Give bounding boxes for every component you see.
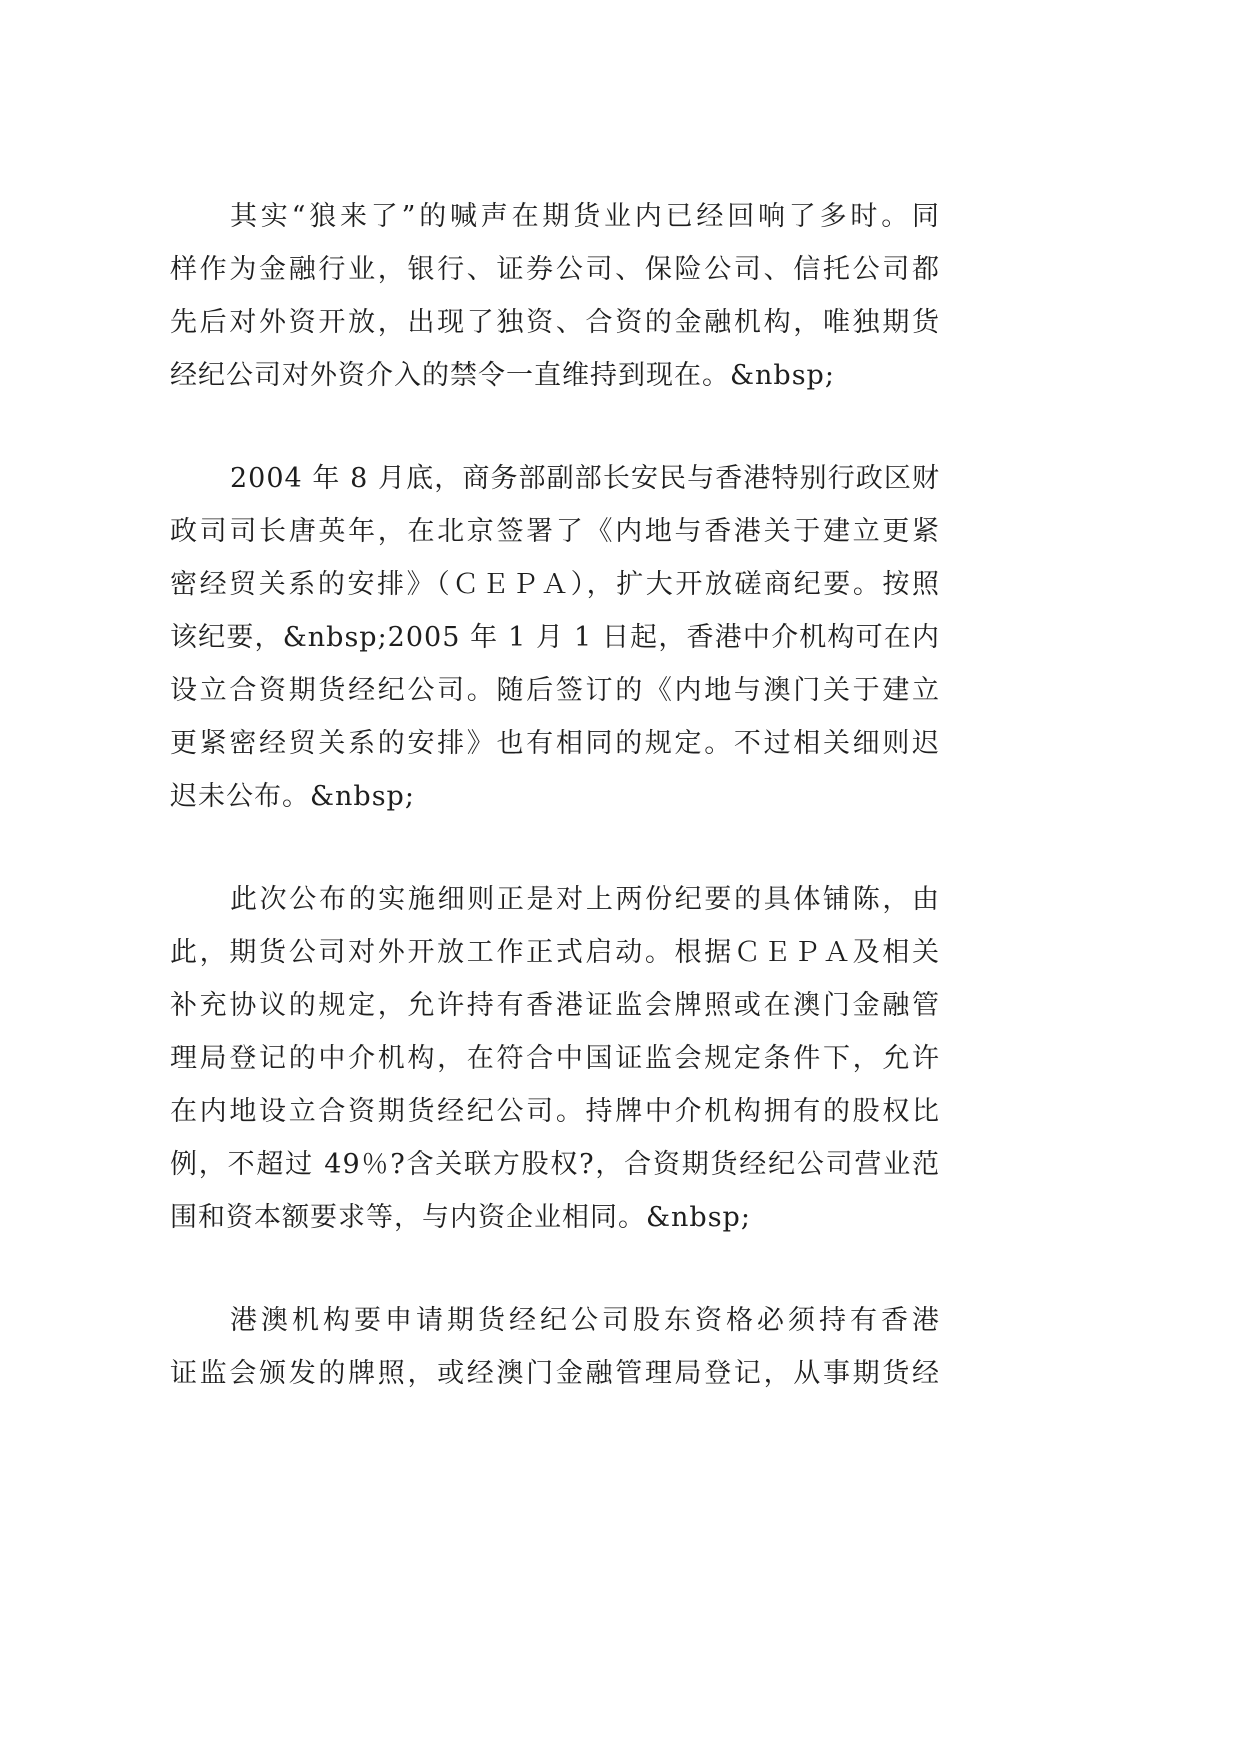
text-line: 补充协议的规定，允许持有香港证监会牌照或在澳门金融管	[170, 990, 940, 1021]
text-line: 设立合资期货经纪公司。随后签订的《内地与澳门关于建立	[170, 675, 940, 706]
text-line: 密经贸关系的安排》（ＣＥＰＡ），扩大开放磋商纪要。按照	[170, 569, 940, 600]
text-line: 在内地设立合资期货经纪公司。持牌中介机构拥有的股权比	[170, 1096, 940, 1127]
text-line: 证监会颁发的牌照，或经澳门金融管理局登记，从事期货经	[170, 1358, 940, 1389]
paragraph-shareholder-qualification	[0, 1294, 1241, 1400]
text-line: 港澳机构要申请期货经纪公司股东资格必须持有香港	[230, 1305, 940, 1336]
text-line: 此，期货公司对外开放工作正式启动。根据ＣＥＰＡ及相关	[170, 937, 940, 968]
text-line: 其实“狼来了”的喊声在期货业内已经回响了多时。同	[230, 201, 940, 232]
text-line: 迟未公布。&nbsp;	[170, 781, 415, 812]
text-line: 围和资本额要求等，与内资企业相同。&nbsp;	[170, 1202, 751, 1233]
text-line: 2004 年 8 月底，商务部副部长安民与香港特别行政区财	[230, 463, 940, 494]
paragraph-wolf-is-coming	[0, 190, 1241, 402]
text-line: 政司司长唐英年，在北京签署了《内地与香港关于建立更紧	[170, 516, 940, 547]
paragraph-cepa-signing	[0, 452, 1241, 823]
text-line: 该纪要，&nbsp;2005 年 1 月 1 日起，香港中介机构可在内	[170, 622, 940, 653]
text-line: 此次公布的实施细则正是对上两份纪要的具体铺陈，由	[230, 884, 940, 915]
text-line: 例，不超过 49％?含关联方股权?，合资期货经纪公司营业范	[170, 1149, 940, 1180]
text-line: 先后对外资开放，出现了独资、合资的金融机构，唯独期货	[170, 307, 940, 338]
text-line: 样作为金融行业，银行、证券公司、保险公司、信托公司都	[170, 254, 940, 285]
text-line: 理局登记的中介机构，在符合中国证监会规定条件下，允许	[170, 1043, 940, 1074]
text-line: 更紧密经贸关系的安排》也有相同的规定。不过相关细则迟	[170, 728, 940, 759]
paragraph-implementation-rules	[0, 873, 1241, 1244]
text-line: 经纪公司对外资介入的禁令一直维持到现在。&nbsp;	[170, 360, 835, 391]
